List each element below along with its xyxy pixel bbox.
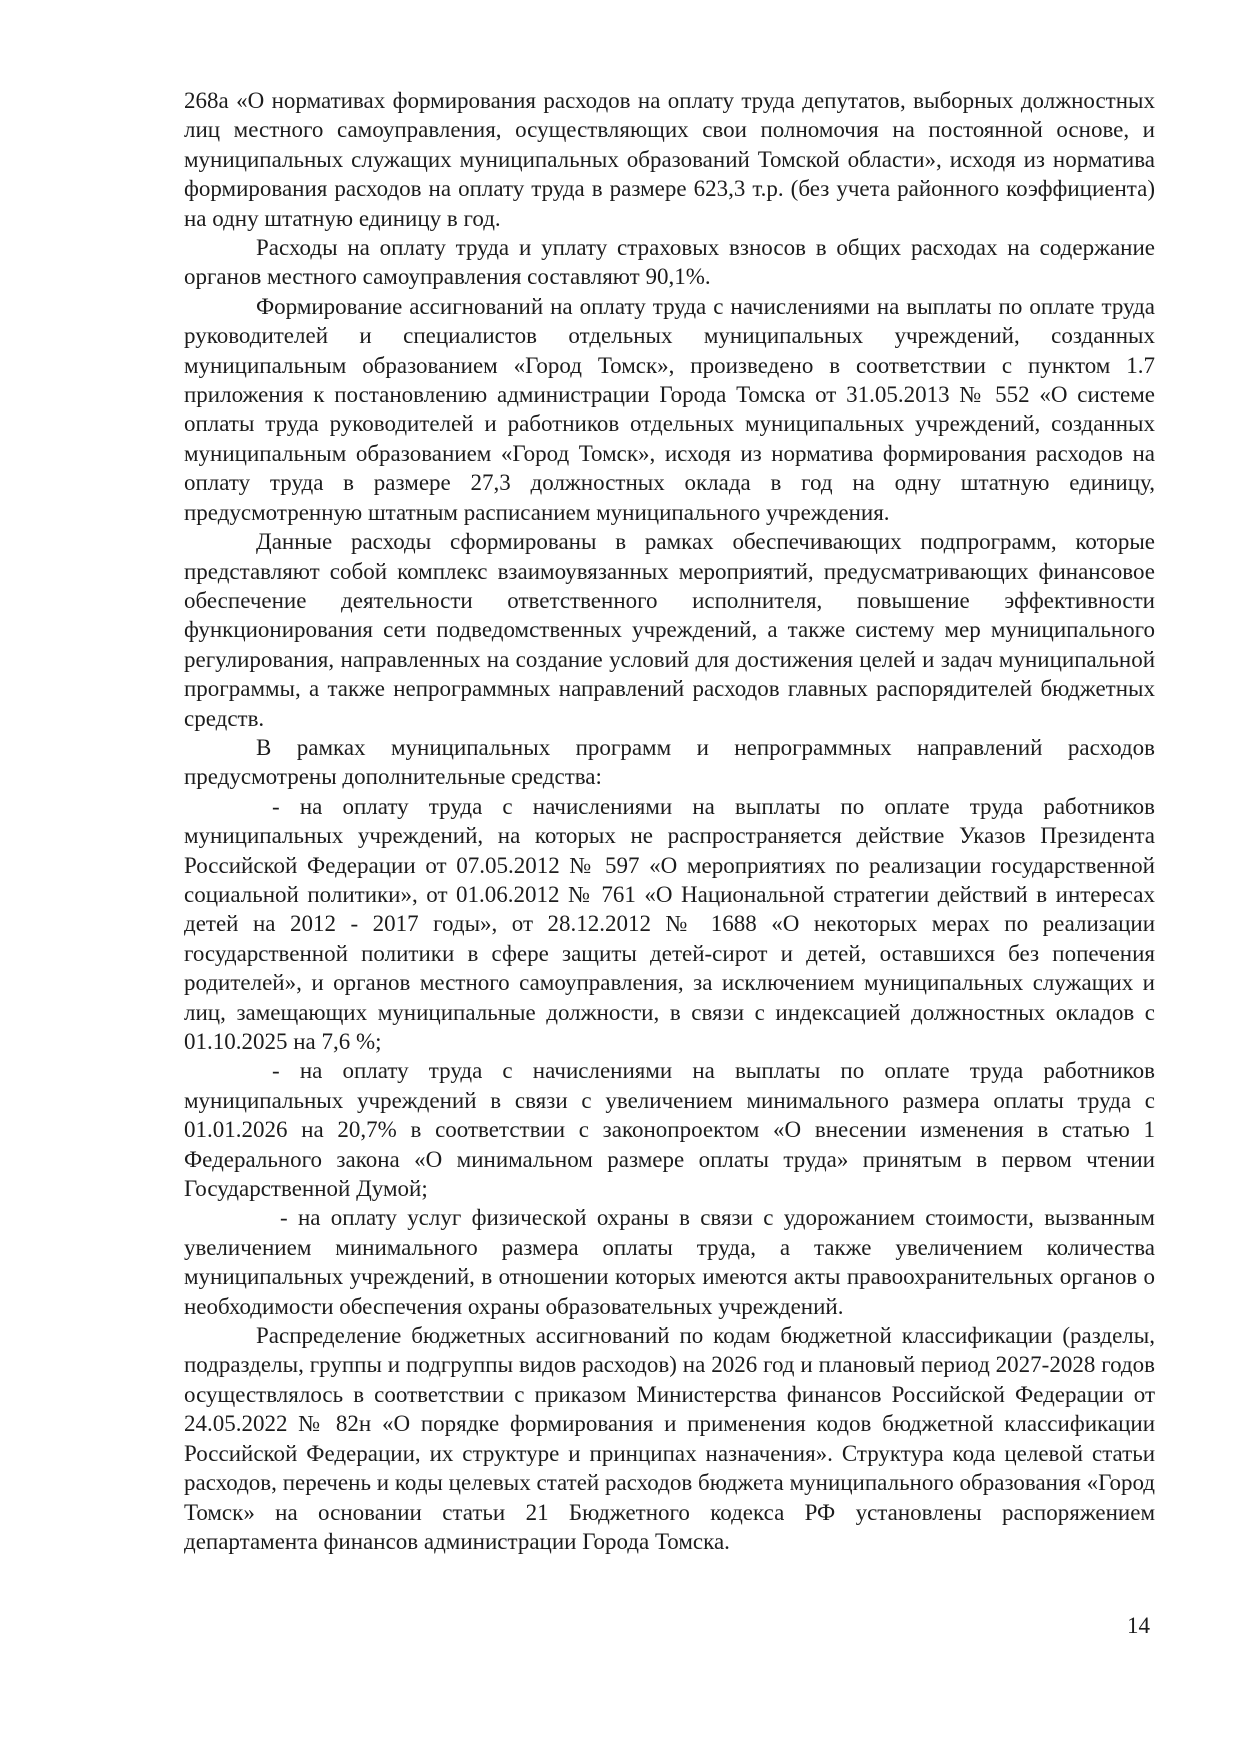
- paragraph-3: Формирование ассигнований на оплату труда с начислениями на выплаты по оплате труда руководителей и специалистов отдельных муниципальных учреждений, созданных муниципальным образованием «Город Томск», произведено в соответствии с пунктом 1.7 приложения к постановлению администрации Города Томска от 31.05.2013 № 552 «О системе оплаты труда руководителей и работников отдельных муниципальных учреждений, созданных муниципальным образованием «Город Томск», исходя из норматива формирования расходов на оплату труда в размере 27,3 должностных оклада в год на одну штатную единицу, предусмотренную штатным расписанием муниципального учреждения.: [184, 293, 1155, 525]
- paragraph-5: В рамках муниципальных программ и непрограммных направлений расходов предусмотрены дополнительные средства:: [184, 734, 1155, 790]
- page-number: 14: [1127, 1613, 1150, 1638]
- paragraph-2: Расходы на оплату труда и уплату страховых взносов в общих расходах на содержание органов местного самоуправления составляют 90,1%.: [184, 235, 1155, 290]
- paragraph-6: Распределение бюджетных ассигнований по кодам бюджетной классификации (разделы, подразделы, группы и подгруппы видов расходов) на 2026 год и плановый период 2027-2028 годов осуществлялось в соответствии с приказом Министерства финансов Российской Федерации от 24.05.2022 № 82н «О порядке формирования и применения кодов бюджетной классификации Российской Федерации, их структуре и принципах назначения». Структура кода целевой статьи расходов, перечень и коды целевых статей расходов бюджета муниципального образования «Город Томск» на основании статьи 21 Бюджетного кодекса РФ установлены распоряжением департамента финансов администрации Города Томска.: [184, 1323, 1155, 1554]
- list-item-1: - на оплату труда с начислениями на выплаты по оплате труда работников муниципальных учреждений, на которых не распространяется действие Указов Президента Российской Федерации от 07.05.2012 № 597 «О мероприятиях по реализации государственной социальной политики», от 01.06.2012 № 761 «О Национальной стратегии действий в интересах детей на 2012 - 2017 годы», от 28.12.2012 № 1688 «О некоторых мерах по реализации государственной политики в сфере защиты детей-сирот и детей, оставшихся без попечения родителей», и органов местного самоуправления, за исключением муниципальных служащих и лиц, замещающих муниципальные должности, в связи с индексацией должностных окладов с 01.10.2025 на 7,6 %;: [184, 793, 1155, 1054]
- paragraph-4: Данные расходы сформированы в рамках обеспечивающих подпрограмм, которые представляют собой комплекс взаимоувязанных мероприятий, предусматривающих финансовое обеспечение деятельности ответственного исполнителя, повышение эффективности функционирования сети подведомственных учреждений, а также систему мер муниципального регулирования, направленных на создание условий для достижения целей и задач муниципальной программы, а также непрограммных направлений расходов главных распорядителей бюджетных средств.: [184, 529, 1155, 731]
- paragraph-1: 268а «О нормативах формирования расходов на оплату труда депутатов, выборных должностных лиц местного самоуправления, осуществляющих свои полномочия на постоянной основе, и муниципальных служащих муниципальных образований Томской области», исходя из норматива формирования расходов на оплату труда в размере 623,3 т.р. (без учета районного коэффициента) на одну штатную единицу в год.: [184, 88, 1155, 231]
- list-item-3: - на оплату услуг физической охраны в связи с удорожанием стоимости, вызванным увеличением минимального размера оплаты труда, а также увеличением количества муниципальных учреждений, в отношении которых имеются акты правоохранительных органов о необходимости обеспечения охраны образовательных учреждений.: [184, 1205, 1155, 1319]
- document-body: [184, 86, 1155, 1556]
- list-item-2: - на оплату труда с начислениями на выплаты по оплате труда работников муниципальных учреждений в связи с увеличением минимального размера оплаты труда с 01.01.2026 на 20,7% в соответствии с законопроектом «О внесении изменения в статью 1 Федерального закона «О минимальном размере оплаты труда» принятым в первом чтении Государственной Думой;: [184, 1058, 1155, 1202]
